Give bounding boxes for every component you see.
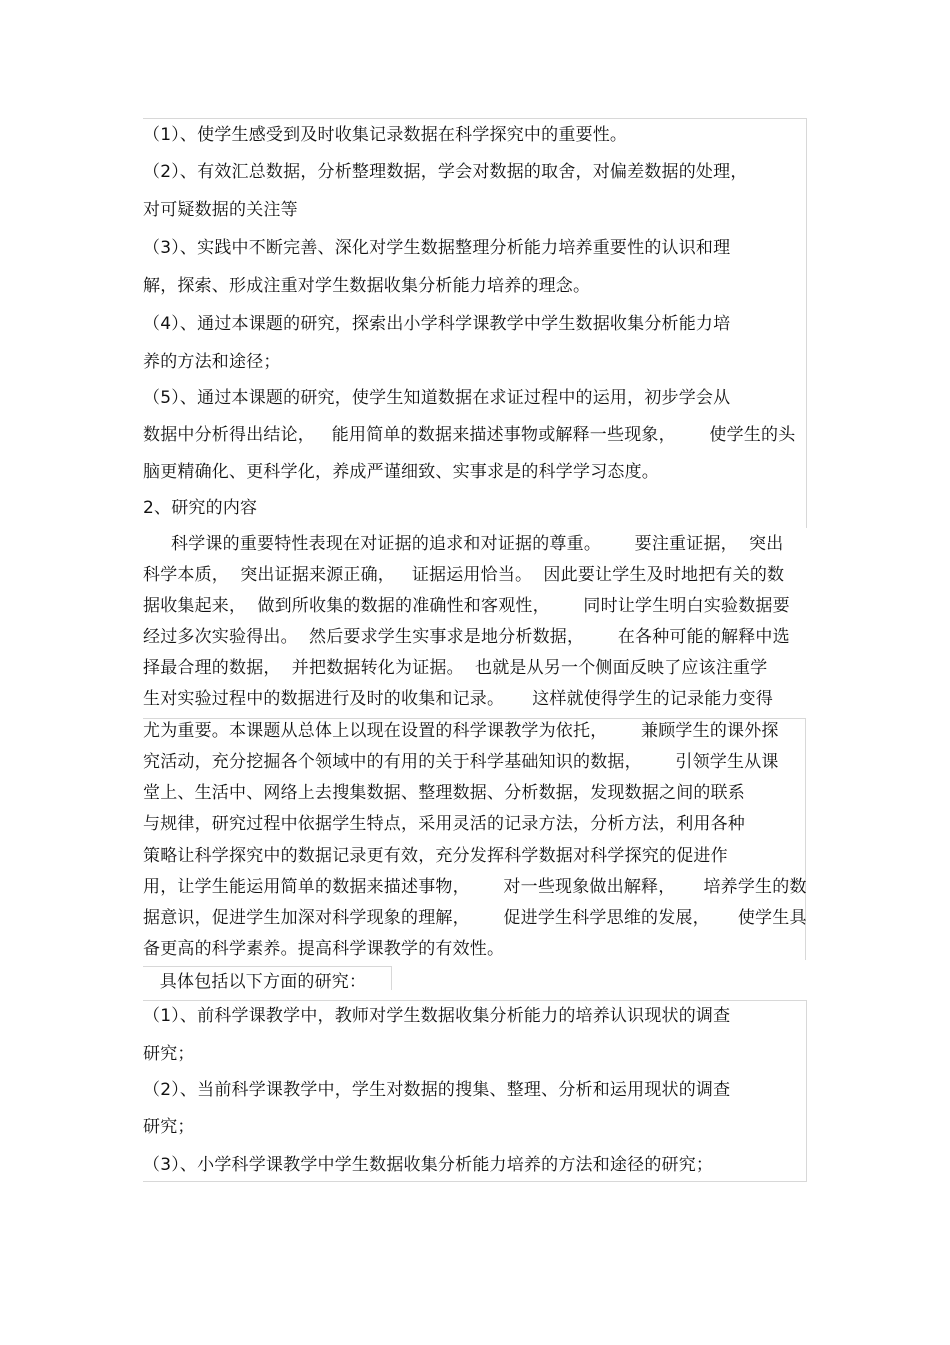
objective-line: 对可疑数据的关注等	[143, 200, 298, 220]
intro-line: 具体包括以下方面的研究：	[143, 972, 367, 992]
content-line: 策略让科学探究中的数据记录更有效，充分发挥科学数据对科学探究的促进作	[143, 846, 728, 866]
objective-line: 数据中分析得出结论， 能用简单的数据来描述事物或解释一些现象， 使学生的头	[143, 425, 796, 445]
objective-line: （3）、实践中不断完善、深化对学生数据整理分析能力培养重要性的认识和理	[143, 238, 731, 258]
content-line: 与规律，研究过程中依据学生特点，采用灵活的记录方法，分析方法，利用各种	[143, 814, 745, 834]
table-rule-items-right	[806, 1000, 807, 1182]
objective-line: （1）、使学生感受到及时收集记录数据在科学探究中的重要性。	[143, 125, 628, 145]
objective-line: 解，探索、形成注重对学生数据收集分析能力培养的理念。	[143, 276, 591, 296]
content-line: 备更高的科学素养。提高科学课教学的有效性。	[143, 939, 505, 959]
research-item-line: （3）、小学科学课教学中学生数据收集分析能力培养的方法和途径的研究；	[143, 1155, 714, 1175]
table-rule-items-bottom	[143, 1181, 807, 1182]
objective-line: （4）、通过本课题的研究，探索出小学科学课教学中学生数据收集分析能力培	[143, 314, 731, 334]
content-line: 堂上、生活中、网络上去搜集数据、整理数据、分析数据，发现数据之间的联系	[143, 783, 745, 803]
content-line: 科学本质， 突出证据来源正确， 证据运用恰当。 因此要让学生及时地把有关的数	[143, 565, 785, 585]
content-line: 据意识，促进学生加深对科学现象的理解， 促进学生科学思维的发展， 使学生具	[143, 908, 807, 928]
content-line: 究活动，充分挖掘各个领域中的有用的关于科学基础知识的数据， 引领学生从课	[143, 752, 779, 772]
research-item-line: （1）、前科学课教学中，教师对学生数据收集分析能力的培养认识现状的调查	[143, 1006, 731, 1026]
content-line: 生对实验过程中的数据进行及时的收集和记录。 这样就使得学生的记录能力变得	[143, 689, 774, 709]
section-heading: 2、研究的内容	[143, 498, 258, 518]
table-rule-right	[806, 118, 807, 528]
content-line: 尤为重要。本课题从总体上以现在设置的科学课教学为依托， 兼顾学生的课外探	[143, 721, 779, 741]
objective-line: （2）、有效汇总数据，分析整理数据，学会对数据的取舍，对偏差数据的处理，	[143, 162, 748, 182]
content-line: 择最合理的数据， 并把数据转化为证据。 也就是从另一个侧面反映了应该注重学	[143, 658, 768, 678]
content-line: 经过多次实验得出。 然后要求学生实事求是地分析数据， 在各种可能的解释中选	[143, 627, 790, 647]
research-item-line: 研究；	[143, 1117, 195, 1137]
objective-line: 养的方法和途径；	[143, 352, 281, 372]
table-rule-intro-right	[391, 966, 392, 990]
table-rule-top	[143, 118, 807, 119]
objective-line: 脑更精确化、更科学化，养成严谨细致、实事求是的科学学习态度。	[143, 462, 659, 482]
research-item-line: （2）、当前科学课教学中，学生对数据的搜集、整理、分析和运用现状的调查	[143, 1080, 731, 1100]
objective-line: （5）、通过本课题的研究，使学生知道数据在求证过程中的运用，初步学会从	[143, 388, 731, 408]
content-line: 据收集起来， 做到所收集的数据的准确性和客观性， 同时让学生明白实验数据要	[143, 596, 790, 616]
content-line: 用，让学生能运用简单的数据来描述事物， 对一些现象做出解释， 培养学生的数	[143, 877, 807, 897]
content-line: 科学课的重要特性表现在对证据的追求和对证据的尊重。 要注重证据， 突出	[143, 534, 784, 554]
research-item-line: 研究；	[143, 1044, 195, 1064]
